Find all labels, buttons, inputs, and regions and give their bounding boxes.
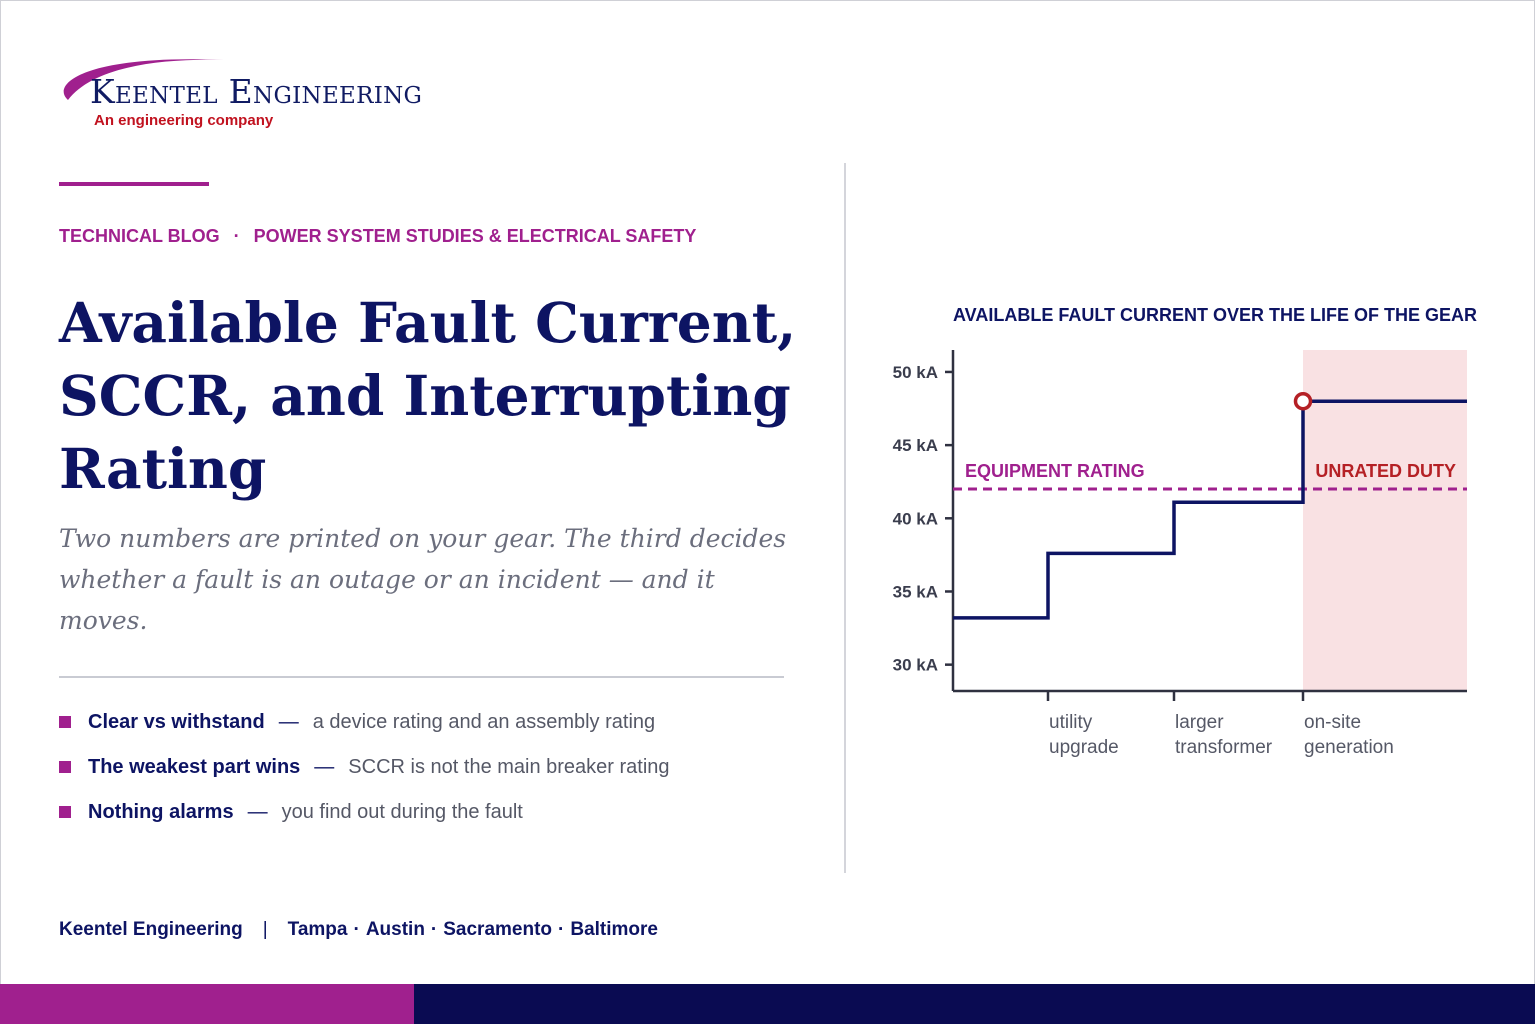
bullet-dash: — (278, 710, 299, 733)
accent-bar (59, 182, 209, 186)
eyebrow (59, 226, 696, 247)
bullet-description: a device rating and an assembly rating (312, 710, 656, 733)
x-tick-label: utility (1049, 712, 1093, 733)
footer-separator: | (262, 919, 268, 940)
fault-current-chart (860, 335, 1500, 785)
footer (59, 919, 658, 941)
eyebrow-category[interactable]: TECHNICAL BLOG (59, 226, 220, 246)
page-subtitle: Two numbers are printed on your gear. The third decides whether a fault is an outage or an incident — and it moves. (59, 524, 787, 635)
bottom-bar (414, 984, 1535, 1024)
eyebrow-separator: · (233, 226, 240, 246)
list-item (59, 706, 819, 738)
bullet-heading: The weakest part wins (88, 755, 301, 778)
column-divider (844, 163, 846, 873)
list-item (59, 796, 819, 828)
bullet-description: you find out during the fault (281, 800, 523, 823)
footer-city[interactable]: Austin (365, 919, 425, 940)
x-tick-label: larger (1175, 712, 1224, 733)
unrated-duty-label: UNRATED DUTY (1315, 461, 1456, 482)
square-bullet-icon (59, 761, 71, 773)
bullet-description: SCCR is not the main breaker rating (348, 755, 670, 778)
footer-city[interactable]: Baltimore (570, 919, 658, 940)
bullet-dash: — (247, 800, 268, 823)
square-bullet-icon (59, 806, 71, 818)
square-bullet-icon (59, 716, 71, 728)
y-tick-label: 30 kA (892, 655, 938, 675)
footer-city[interactable]: Tampa (287, 919, 348, 940)
page-title: Available Fault Current, SCCR, and Interrupting Rating (59, 290, 797, 501)
y-tick-label: 40 kA (892, 509, 938, 529)
bullet-dash: — (314, 755, 335, 778)
x-tick-label: on-site (1304, 712, 1362, 733)
city-separator: · (430, 919, 438, 940)
logo-company-name: Keentel Engineering (90, 72, 423, 111)
equipment-rating-label: EQUIPMENT RATING (965, 461, 1145, 482)
y-tick-label: 50 kA (892, 362, 938, 382)
list-item (59, 751, 819, 783)
eyebrow-topic[interactable]: POWER SYSTEM STUDIES & ELECTRICAL SAFETY (253, 226, 697, 246)
bullet-heading: Nothing alarms (88, 800, 234, 823)
city-separator: · (558, 919, 565, 940)
logo-tagline: An engineering company (94, 112, 274, 129)
exceedance-marker (1296, 394, 1311, 409)
bullet-heading: Clear vs withstand (88, 710, 265, 733)
x-tick-label: upgrade (1049, 737, 1119, 758)
x-tick-label: generation (1304, 737, 1394, 758)
city-separator: · (353, 919, 360, 940)
section-divider (59, 676, 784, 678)
x-tick-label: transformer (1175, 737, 1273, 758)
chart-title: AVAILABLE FAULT CURRENT OVER THE LIFE OF THE GEAR (953, 305, 1477, 325)
footer-company[interactable]: Keentel Engineering (59, 919, 243, 940)
y-tick-label: 35 kA (892, 582, 938, 602)
key-points-list (59, 706, 819, 841)
y-tick-label: 45 kA (892, 436, 938, 456)
footer-city[interactable]: Sacramento (443, 919, 553, 940)
company-logo[interactable] (46, 48, 506, 138)
bottom-bar-accent (0, 984, 414, 1024)
